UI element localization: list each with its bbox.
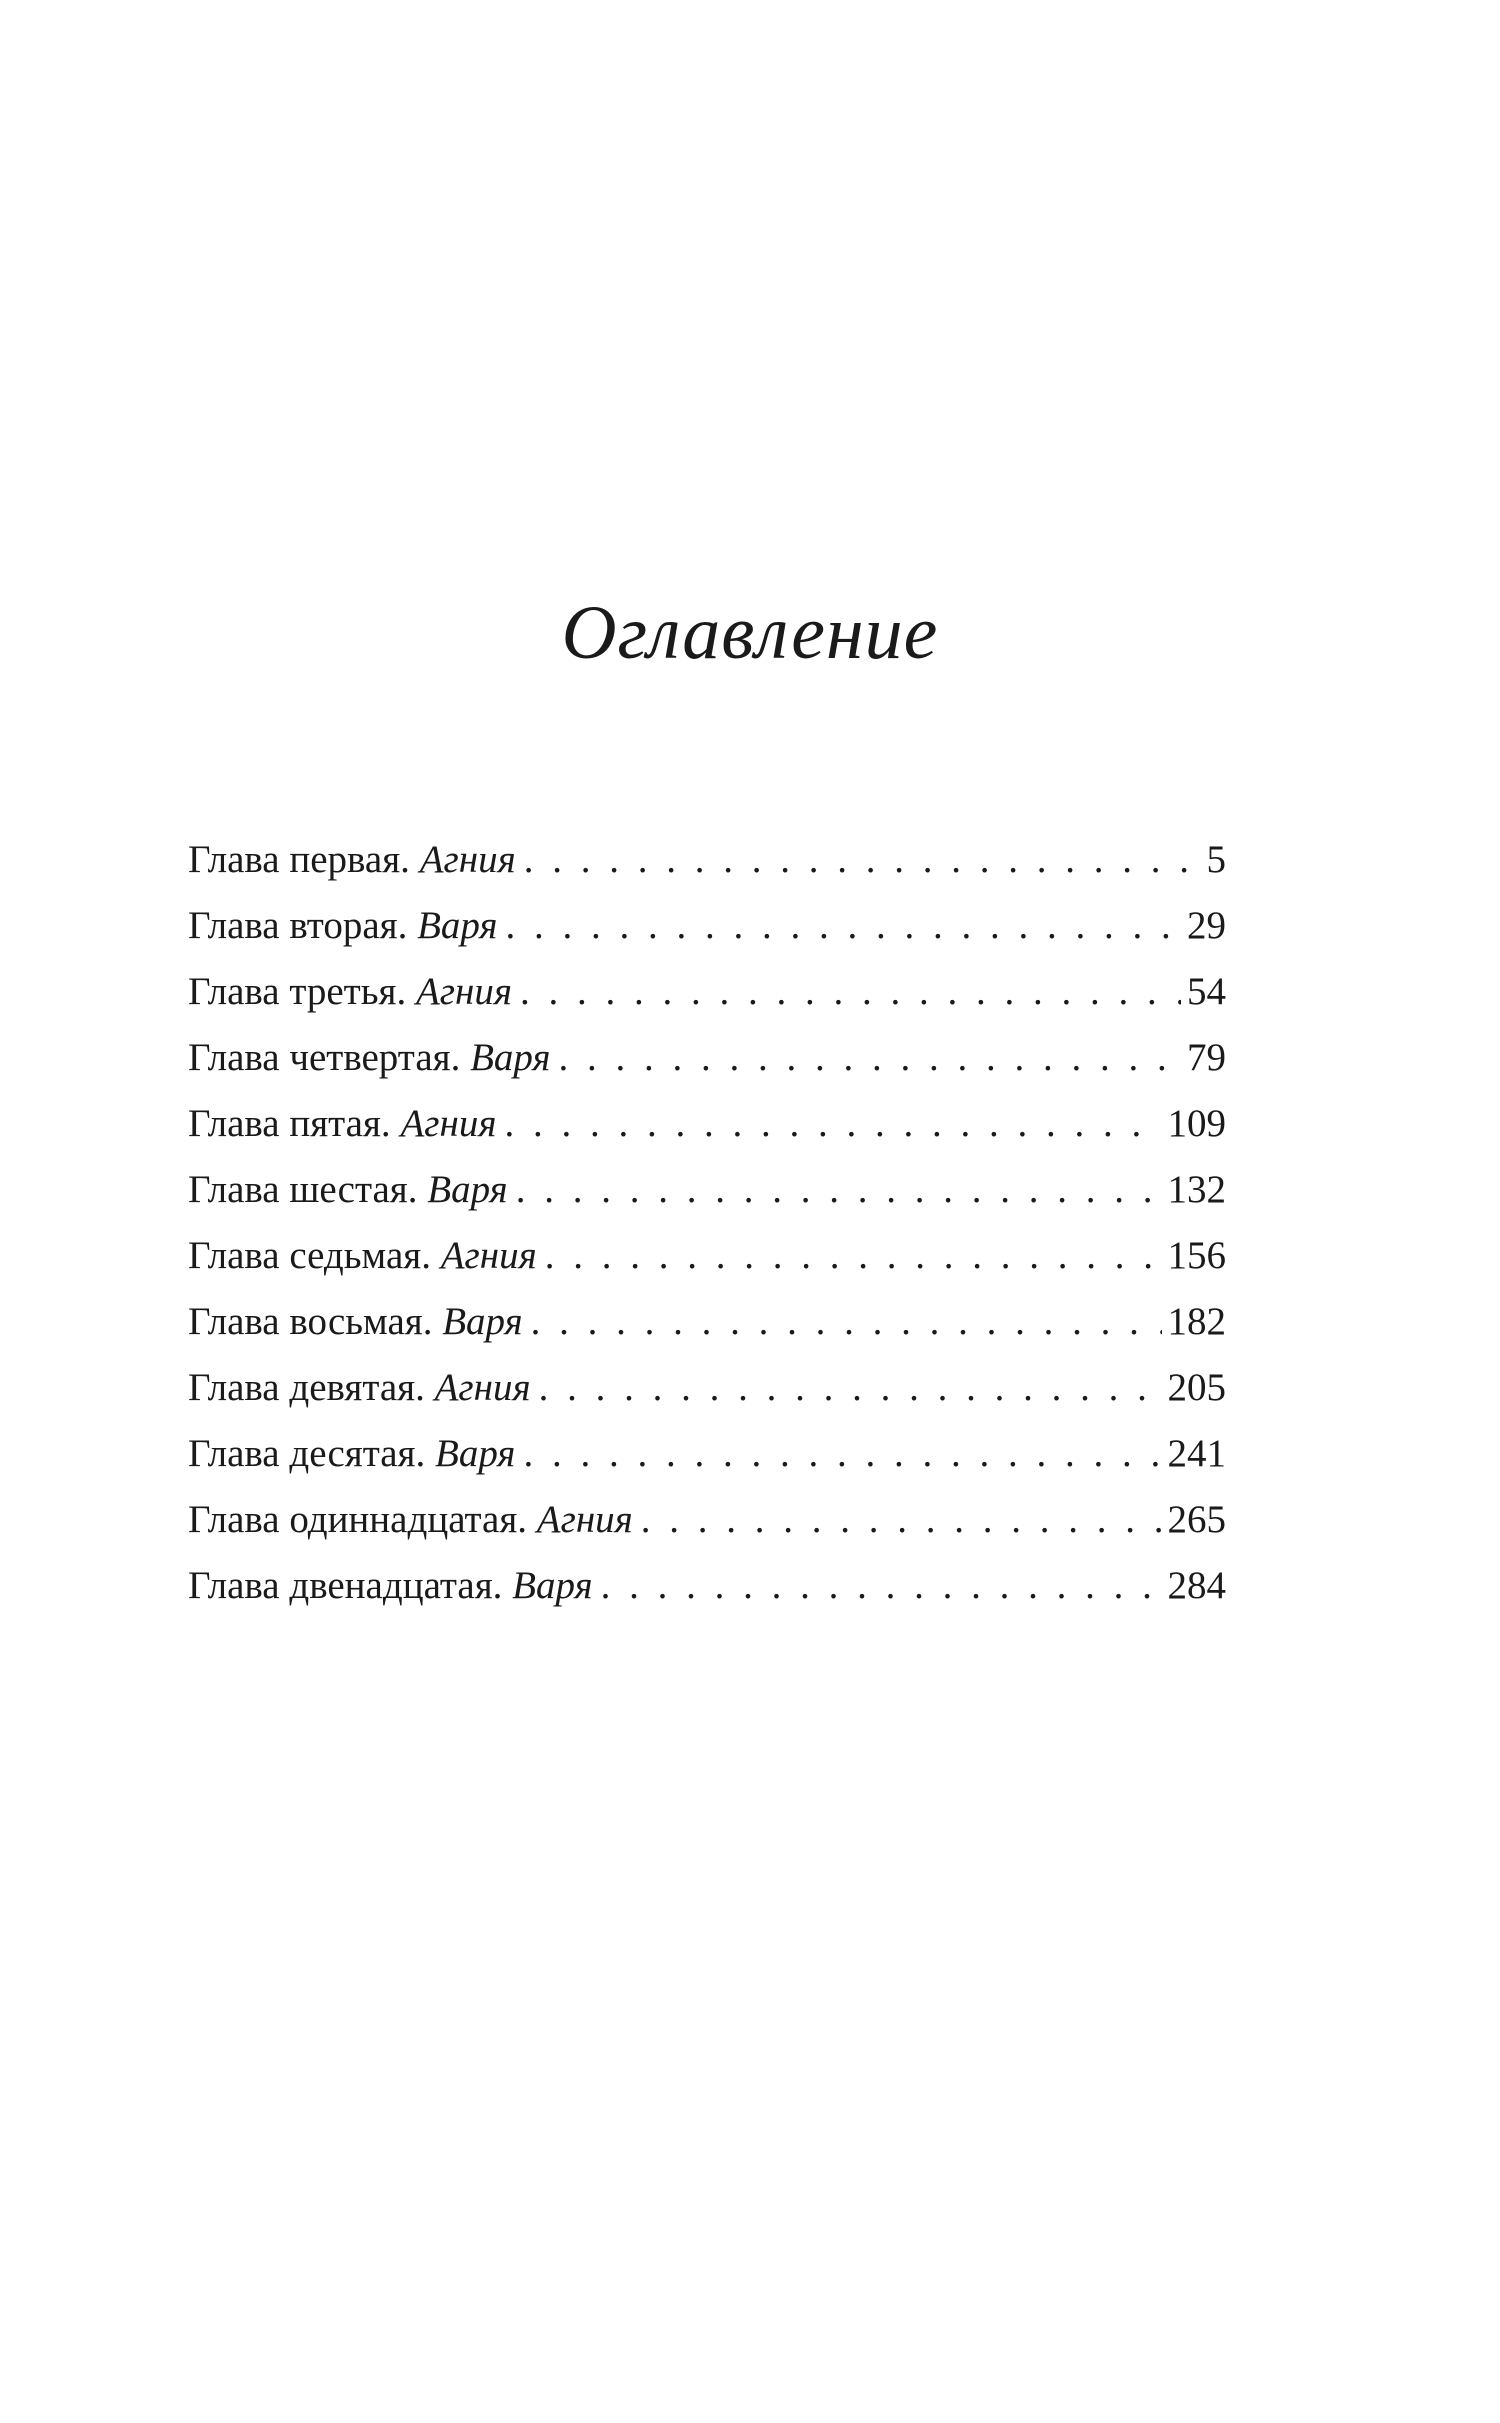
chapter-narrator: Агния [440, 1234, 537, 1277]
page-number: 79 [1187, 1036, 1226, 1079]
dot-leader [545, 1223, 1162, 1289]
toc-entry-label [188, 1421, 515, 1487]
toc-entry-label [188, 1487, 633, 1553]
dot-leader [523, 1421, 1161, 1487]
toc-entry-label [188, 893, 498, 959]
dot-leader [516, 1157, 1162, 1223]
toc-entry[interactable] [188, 959, 1226, 1025]
page-number: 29 [1187, 904, 1226, 947]
table-of-contents [188, 827, 1226, 1619]
chapter-title: Глава шестая. [188, 1168, 418, 1211]
toc-entry[interactable] [188, 1553, 1226, 1619]
chapter-title: Глава одиннадцатая. [188, 1498, 528, 1541]
chapter-narrator: Варя [435, 1432, 516, 1475]
toc-entry-label [188, 827, 516, 893]
toc-entry[interactable] [188, 1487, 1226, 1553]
chapter-narrator: Агния [536, 1498, 633, 1541]
page-number: 182 [1167, 1300, 1226, 1343]
toc-entry-label [188, 1157, 508, 1223]
toc-entry[interactable] [188, 1355, 1226, 1421]
chapter-title: Глава десятая. [188, 1432, 426, 1475]
dot-leader [524, 827, 1190, 893]
chapter-title: Глава первая. [188, 838, 410, 881]
chapter-narrator: Агния [400, 1102, 497, 1145]
chapter-narrator: Варя [512, 1564, 593, 1607]
page-number: 5 [1206, 838, 1226, 881]
chapter-title: Глава восьмая. [188, 1300, 433, 1343]
toc-entry[interactable] [188, 893, 1226, 959]
toc-entry[interactable] [188, 1157, 1226, 1223]
toc-entry[interactable] [188, 1091, 1226, 1157]
chapter-title: Глава двенадцатая. [188, 1564, 503, 1607]
dot-leader [601, 1553, 1162, 1619]
page-number: 156 [1167, 1234, 1226, 1277]
toc-entry[interactable] [188, 1223, 1226, 1289]
page-number: 132 [1167, 1168, 1226, 1211]
toc-entry-label [188, 1289, 523, 1355]
chapter-title: Глава третья. [188, 970, 407, 1013]
chapter-narrator: Варя [470, 1036, 551, 1079]
page-number: 265 [1167, 1498, 1226, 1541]
chapter-narrator: Агния [415, 970, 512, 1013]
page-title: Оглавление [561, 591, 939, 675]
dot-leader [539, 1355, 1162, 1421]
chapter-narrator: Варя [442, 1300, 523, 1343]
toc-entry-label [188, 1223, 537, 1289]
toc-entry-label [188, 1025, 551, 1091]
dot-leader [506, 893, 1181, 959]
chapter-title: Глава четвертая. [188, 1036, 461, 1079]
page-number: 241 [1167, 1432, 1226, 1475]
toc-entry-label [188, 1091, 496, 1157]
toc-entry[interactable] [188, 1289, 1226, 1355]
toc-entry[interactable] [188, 1421, 1226, 1487]
chapter-title: Глава девятая. [188, 1366, 425, 1409]
toc-entry[interactable] [188, 827, 1226, 893]
chapter-title: Глава вторая. [188, 904, 408, 947]
page-number: 109 [1167, 1102, 1226, 1145]
dot-leader [531, 1289, 1162, 1355]
toc-entry-label [188, 959, 512, 1025]
dot-leader [559, 1025, 1181, 1091]
chapter-title: Глава седьмая. [188, 1234, 431, 1277]
toc-entry[interactable] [188, 1025, 1226, 1091]
chapter-narrator: Варя [417, 904, 498, 947]
dot-leader [641, 1487, 1162, 1553]
chapter-narrator: Варя [427, 1168, 508, 1211]
toc-entry-label [188, 1553, 593, 1619]
dot-leader [504, 1091, 1161, 1157]
chapter-narrator: Агния [434, 1366, 531, 1409]
toc-entry-label [188, 1355, 531, 1421]
dot-leader [520, 959, 1181, 1025]
page-number: 205 [1167, 1366, 1226, 1409]
page-number: 54 [1187, 970, 1226, 1013]
chapter-narrator: Агния [419, 838, 516, 881]
chapter-title: Глава пятая. [188, 1102, 391, 1145]
page-number: 284 [1167, 1564, 1226, 1607]
